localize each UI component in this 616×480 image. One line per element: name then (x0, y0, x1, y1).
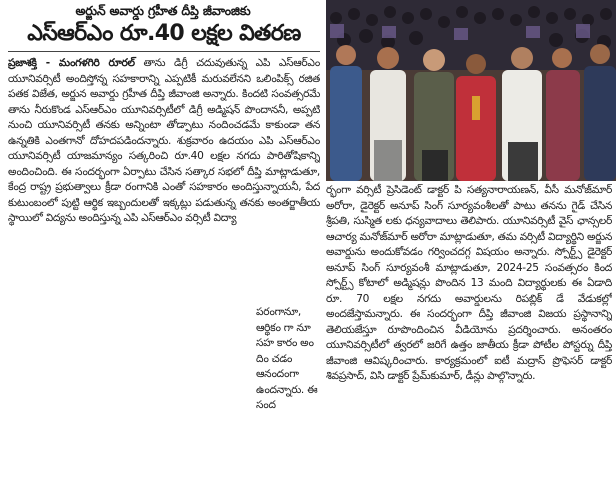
article-column-right (326, 183, 612, 478)
article-body-1-narrow: పరంగానూ, ఆర్థికం గా నూ సహ కారం అం దిం చడం ఆనందంగా ఉందన్నారు. ఈ సంద (256, 306, 318, 411)
headline-kicker: అర్జున్ అవార్డు గ్రహీత దీప్తి జీవాంజికు (75, 3, 251, 18)
article-column-left (8, 56, 320, 302)
headline-divider (8, 51, 320, 52)
headline: ఎస్ఆర్ఎం రూ.40 లక్షల వితరణ (27, 21, 301, 46)
article-body-1: తాను డిగ్రీ చదువుతున్న ఎపి ఎస్ఆర్ఎం యూనివర్సిటీ అందిస్తోన్న సహకారాన్ని ఎప్పటికీ మరువలేనని ఒలింపిక్స్ రజిత పతక విజేత, అర్జున అవార్డు గ్రహీత దీప్తి జీవాంజి అన్నారు. కిందటి సంవత్సరమే తాను నీరుకొండ ఎస్ఆర్ఎం యూనివర్సిటీలో డిగ్రీ అడ్మిషన్ పొందాననీ, అప్పటి నుంచి యూనివర్సిటీ తనకు అన్నింటా తోడ్పాటు నందించడమే కాకుండా తన ఉన్నతికి ఎంతగానో దోహదపడిందన్నారు. శుక్రవారం ఉదయం ఎపి ఎస్ఆర్ఎం యూనివర్సిటీ యాజమాన్యం సత్కరించి రూ.40 లక్షల నగదు పారితోషికాన్ని అందించింది. ఈ సందర్భంగా ఏర్పాటు చేసిన సత్కార సభలో దీప్తి మాట్లాడుతూ, కేంద్ర రాష్ట్ర ప్రభుత్వాలు క్రీడా రంగానికి ఎంతో సహకారం అందిస్తున్నాయనీ, పేద కుటుంబంలో పుట్టి ఆర్థిక ఇబ్బందులతో ఇక్కట్లు పడుతున్న తనకు అంతర్జాతీయ స్థాయిలో విద్యను అందిస్తున్న ఎపి ఎస్ఆర్ఎం వర్సిటీ విద్యా (8, 57, 320, 224)
dateline: ప్రజాశక్తి - మంగళగిరి రూరల్ (8, 57, 135, 69)
article-column-narrow (256, 305, 318, 475)
article-paragraph-1 (8, 56, 320, 227)
article-body-2: ర్భంగా వర్సిటీ ప్రెసిడెంట్ డాక్టర్ పి సత్యనారాయణన్, వీసీ మనోజ్‌మార్ అరోరా, డైరెక్టర్ అనూప్ సింగ్ సూర్యవంశీలతో పాటు తనను గైడ్ చేసిన శ్రీపతి, సుస్మిత లకు ధన్యవాదాలు తెలిపారు. యూనివర్సిటీ వైస్ ఛాన్సలర్ ఆచార్య మనోజ్‌మార్ అరోరా మాట్లాడుతూ, తమ వర్సిటీ విద్యార్థిని అర్జున అవార్డును అందుకోవడం గర్వించదగ్గ విషయం అన్నారు. స్పోర్ట్స్ డైరెక్టర్ అనూప్ సింగ్ సూర్యవంశీ మాట్లాడుతూ, 2024-25 సంవత్సరం కింద స్పోర్ట్స్ కోటాలో అడ్మిషన్లు పొందిన 13 మంది విద్యార్థులకు ఈ ఏడాది రూ. 70 లక్షల నగదు అవార్డులను రిపబ్లిక్ డే వేడుకల్లో అందజేస్తామన్నారు. ఈ సందర్భంగా దీప్తి జీవాంజి విజయ ప్రస్థానాన్ని తెలియజేస్తూ రూపొందించిన వీడియోను ప్రదర్శించారు. అనంతరం యూనివర్సిటీలో త్వరలో జరిగే ఉత్తం జాతీయ క్రీడా పోటీల పోస్టర్ను దీప్తి జీవాంజి ఆవిష్కరించారు. కార్యక్రమంలో ఐటీ మద్రాస్ ప్రొఫెసర్ డాక్టర్ శివప్రసాద్, విసి డాక్టర్ ప్రేమ్‌కుమార్, డీన్లు పాల్గొన్నారు. (326, 184, 612, 382)
news-photo (326, 0, 616, 181)
award-felicitation-photo (326, 0, 616, 181)
article-column-left-lower (8, 305, 248, 475)
